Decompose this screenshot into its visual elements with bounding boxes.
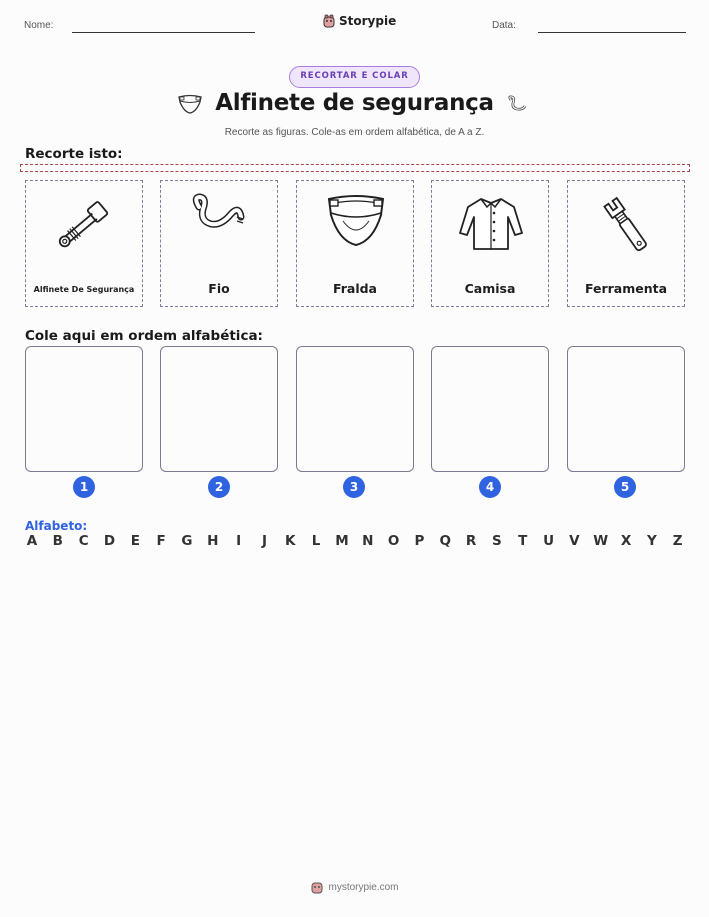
paste-heading: Cole aqui em ordem alfabética: bbox=[25, 328, 263, 344]
date-field[interactable] bbox=[538, 32, 686, 33]
alphabet-letter: L bbox=[311, 533, 321, 549]
date-label: Data: bbox=[492, 20, 516, 31]
paste-box-4[interactable] bbox=[431, 346, 549, 472]
alphabet-letter: X bbox=[620, 533, 632, 549]
slot-number: 1 bbox=[73, 476, 95, 498]
alphabet-letter: V bbox=[569, 533, 580, 549]
cut-card-wrench[interactable] bbox=[567, 180, 685, 307]
alphabet-letter: E bbox=[130, 533, 140, 549]
safety-pin-icon bbox=[50, 189, 120, 261]
wire-icon bbox=[505, 94, 529, 116]
alphabet-letter: A bbox=[26, 533, 38, 549]
slot-number: 2 bbox=[208, 476, 230, 498]
brand-logo bbox=[322, 14, 396, 28]
alphabet-heading: Alfabeto: bbox=[25, 519, 88, 533]
alphabet-letter: N bbox=[362, 533, 374, 549]
slot-number: 3 bbox=[343, 476, 365, 498]
shirt-icon bbox=[456, 189, 526, 261]
alphabet-letter: J bbox=[261, 533, 267, 549]
alphabet-letter: M bbox=[335, 533, 349, 549]
cut-card-shirt[interactable] bbox=[431, 180, 549, 307]
diaper-icon bbox=[321, 189, 391, 261]
alphabet-letter: W bbox=[593, 533, 609, 549]
slot-number: 5 bbox=[614, 476, 636, 498]
wire-icon bbox=[185, 189, 255, 261]
paste-box-5[interactable] bbox=[567, 346, 685, 472]
instructions: Recorte as figuras. Cole-as em ordem alfabética, de A a Z. bbox=[224, 127, 485, 138]
activity-badge: RECORTAR E COLAR bbox=[289, 66, 420, 88]
alphabet-letter: O bbox=[387, 533, 400, 549]
card-label: Camisa bbox=[464, 281, 516, 296]
cut-card-safety-pin[interactable] bbox=[25, 180, 143, 307]
cut-card-wire[interactable] bbox=[160, 180, 278, 307]
alphabet-letter: K bbox=[285, 533, 296, 549]
alphabet-letter: P bbox=[414, 533, 425, 549]
alphabet-letter: Q bbox=[439, 533, 451, 549]
brand-name: Storypie bbox=[339, 14, 397, 28]
wrench-icon bbox=[592, 189, 662, 261]
name-label: Nome: bbox=[24, 20, 54, 31]
slot-number: 4 bbox=[479, 476, 501, 498]
card-label: Alfinete De Segurança bbox=[33, 285, 135, 294]
paste-box-2[interactable] bbox=[160, 346, 278, 472]
storypie-mascot-icon bbox=[322, 14, 336, 28]
alphabet-letter: B bbox=[52, 533, 63, 549]
page-title: Alfinete de segurança bbox=[215, 90, 494, 116]
footer-url[interactable]: mystorypie.com bbox=[328, 881, 399, 893]
alphabet-letter: C bbox=[78, 533, 89, 549]
cut-heading: Recorte isto: bbox=[25, 146, 123, 162]
alphabet-letter: G bbox=[181, 533, 193, 549]
alphabet-letter: D bbox=[103, 533, 116, 549]
alphabet-row bbox=[25, 533, 685, 549]
alphabet-letter: I bbox=[236, 533, 242, 549]
alphabet-letter: Z bbox=[672, 533, 683, 549]
name-field[interactable] bbox=[72, 32, 255, 33]
alphabet-letter: Y bbox=[646, 533, 657, 549]
alphabet-letter: U bbox=[543, 533, 555, 549]
paste-box-1[interactable] bbox=[25, 346, 143, 472]
alphabet-letter: F bbox=[156, 533, 166, 549]
card-label: Ferramenta bbox=[584, 281, 668, 296]
cut-line bbox=[20, 164, 690, 172]
paste-box-3[interactable] bbox=[296, 346, 414, 472]
storypie-mascot-icon bbox=[310, 880, 324, 894]
alphabet-letter: R bbox=[465, 533, 477, 549]
footer bbox=[0, 880, 709, 894]
alphabet-letter: H bbox=[207, 533, 219, 549]
card-label: Fio bbox=[208, 281, 230, 296]
cut-card-diaper[interactable] bbox=[296, 180, 414, 307]
card-label: Fralda bbox=[332, 281, 377, 296]
alphabet-letter: T bbox=[518, 533, 528, 549]
alphabet-letter: S bbox=[492, 533, 502, 549]
